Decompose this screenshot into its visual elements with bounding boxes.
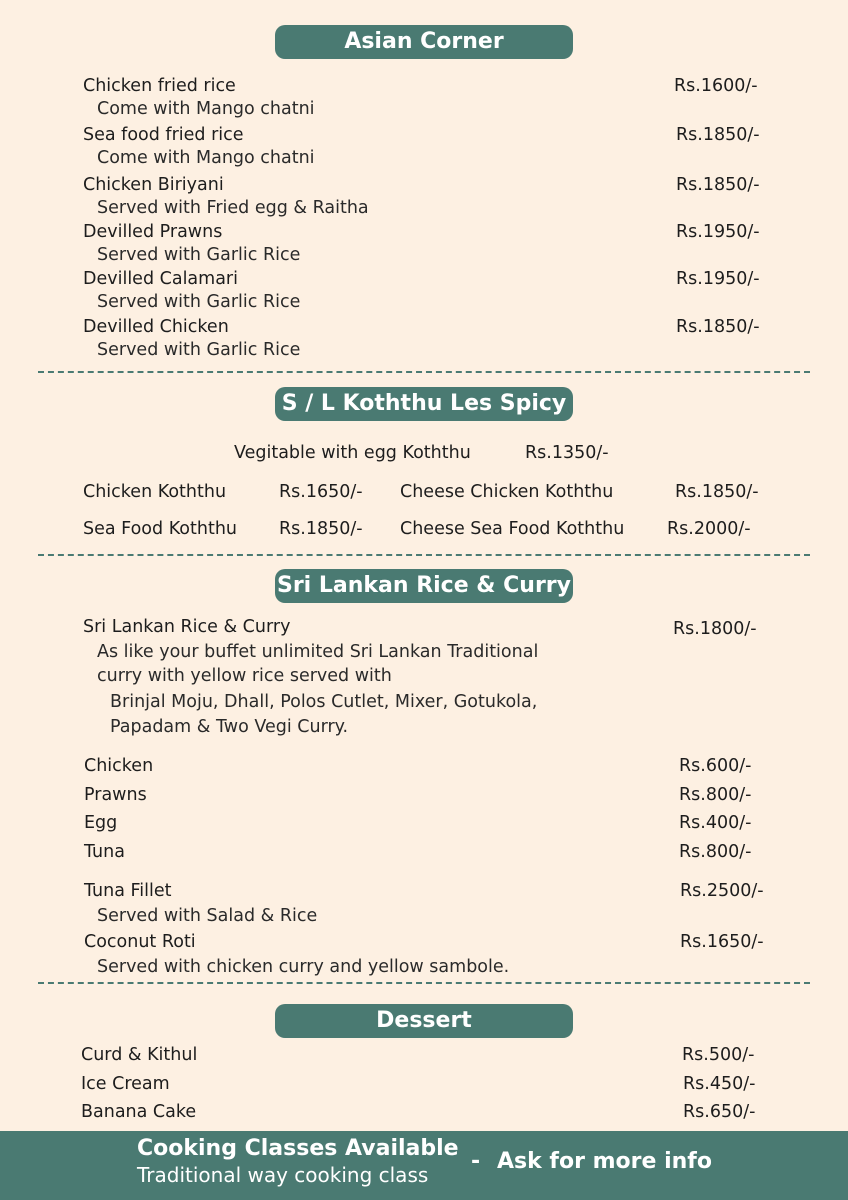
menu-item-name: Coconut Roti — [84, 932, 196, 952]
menu-item-price: Rs.2000/- — [667, 519, 751, 539]
menu-item-price: Rs.450/- — [683, 1074, 756, 1094]
menu-item-desc: Served with Garlic Rice — [97, 292, 301, 312]
menu-item-name: Tuna — [84, 842, 125, 862]
section-title-dessert: Dessert — [275, 1004, 573, 1038]
menu-item-desc: Papadam & Two Vegi Curry. — [110, 717, 349, 737]
menu-item-desc: Come with Mango chatni — [97, 99, 315, 119]
section-divider — [38, 371, 810, 373]
menu-item-price: Rs.1650/- — [279, 482, 363, 502]
menu-item-name: Chicken — [84, 756, 154, 776]
menu-item-price: Rs.1950/- — [676, 269, 760, 289]
menu-item-price: Rs.1850/- — [676, 317, 760, 337]
menu-item-name: Cheese Sea Food Koththu — [400, 519, 625, 539]
menu-item-desc: Served with chicken curry and yellow sambole. — [97, 957, 510, 977]
footer-subline: Traditional way cooking class — [137, 1163, 429, 1187]
menu-item-desc: Served with Garlic Rice — [97, 340, 301, 360]
menu-item-price: Rs.1350/- — [525, 443, 609, 463]
menu-item-price: Rs.1850/- — [675, 482, 759, 502]
menu-item-name: Prawns — [84, 785, 147, 805]
menu-item-name: Banana Cake — [81, 1102, 197, 1122]
menu-item-price: Rs.1600/- — [674, 76, 758, 96]
footer-headline: Cooking Classes Available — [137, 1136, 459, 1161]
menu-item-price: Rs.1950/- — [676, 222, 760, 242]
menu-item-name: Ice Cream — [81, 1074, 170, 1094]
menu-item-desc: Served with Fried egg & Raitha — [97, 198, 369, 218]
menu-item-desc: Come with Mango chatni — [97, 148, 315, 168]
menu-item-name: Chicken fried rice — [83, 76, 236, 96]
menu-item-name: Curd & Kithul — [81, 1045, 198, 1065]
menu-item-price: Rs.400/- — [679, 813, 752, 833]
section-title-koththu: S / L Koththu Les Spicy — [275, 387, 573, 421]
menu-item-name: Chicken Koththu — [83, 482, 227, 502]
menu-item-price: Rs.1850/- — [676, 175, 760, 195]
menu-item-price: Rs.2500/- — [680, 881, 764, 901]
menu-item-name: Devilled Chicken — [83, 317, 229, 337]
menu-item-price: Rs.650/- — [683, 1102, 756, 1122]
menu-item-name: Sri Lankan Rice & Curry — [83, 617, 291, 637]
section-divider — [38, 982, 810, 984]
footer-cta: Ask for more info — [497, 1149, 712, 1174]
footer-banner — [0, 1131, 848, 1200]
menu-item-desc: Served with Salad & Rice — [97, 906, 318, 926]
menu-item-price: Rs.1850/- — [676, 125, 760, 145]
menu-item-price: Rs.1650/- — [680, 932, 764, 952]
menu-item-desc: Brinjal Moju, Dhall, Polos Cutlet, Mixer, Gotukola, — [110, 692, 538, 712]
menu-item-name: Sea food fried rice — [83, 125, 244, 145]
menu-item-price: Rs.800/- — [679, 785, 752, 805]
section-divider — [38, 554, 810, 556]
menu-item-price: Rs.1850/- — [279, 519, 363, 539]
menu-item-name: Cheese Chicken Koththu — [400, 482, 614, 502]
menu-item-name: Chicken Biriyani — [83, 175, 224, 195]
menu-item-name: Vegitable with egg Koththu — [234, 443, 471, 463]
menu-item-price: Rs.800/- — [679, 842, 752, 862]
menu-item-name: Devilled Calamari — [83, 269, 238, 289]
footer-separator: - — [471, 1149, 481, 1174]
menu-item-name: Devilled Prawns — [83, 222, 223, 242]
menu-item-desc: Served with Garlic Rice — [97, 245, 301, 265]
menu-item-price: Rs.600/- — [679, 756, 752, 776]
section-title-rice-curry: Sri Lankan Rice & Curry — [275, 569, 573, 603]
menu-item-price: Rs.1800/- — [673, 619, 757, 639]
section-title-asian-corner: Asian Corner — [275, 25, 573, 59]
menu-item-name: Sea Food Koththu — [83, 519, 237, 539]
menu-item-desc: As like your buffet unlimited Sri Lankan Traditional — [97, 642, 539, 662]
menu-item-name: Tuna Fillet — [84, 881, 172, 901]
menu-item-price: Rs.500/- — [682, 1045, 755, 1065]
menu-item-name: Egg — [84, 813, 118, 833]
menu-item-desc: curry with yellow rice served with — [97, 666, 392, 686]
